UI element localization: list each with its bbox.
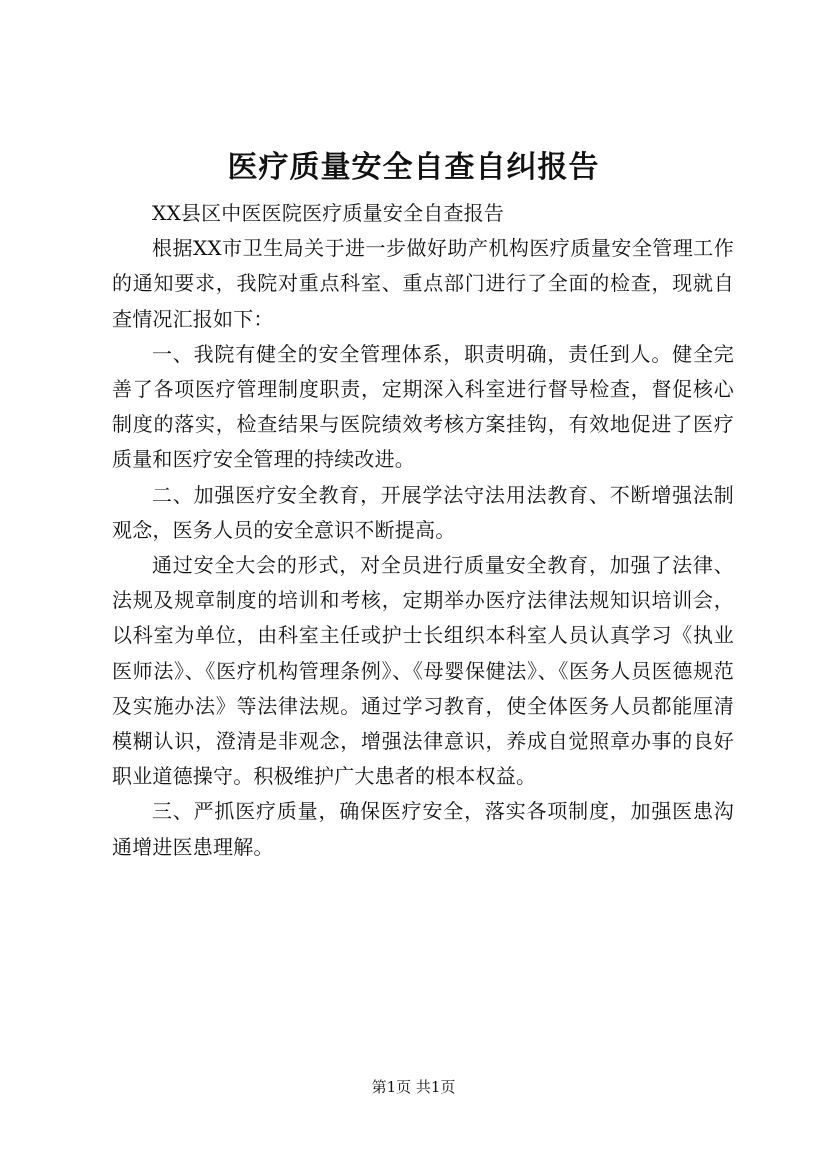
section-two-paragraph: 二、加强医疗安全教育，开展学法守法用法教育、不断增强法制观念，医务人员的安全意识不断提高。	[112, 482, 734, 542]
page-footer: 第1页 共1页	[371, 1078, 456, 1096]
intro-paragraph: 根据XX市卫生局关于进一步做好助产机构医疗质量安全管理工作的通知要求，我院对重点科室、重点部门进行了全面的检查，现就自查情况汇报如下：	[112, 236, 734, 331]
section-three-paragraph: 三、严抓医疗质量，确保医疗安全，落实各项制度，加强医患沟通增进医患理解。	[112, 799, 734, 859]
document-body	[112, 196, 734, 865]
document-title: 医疗质量安全自查自纠报告	[227, 150, 600, 185]
training-paragraph: 通过安全大会的形式，对全员进行质量安全教育，加强了法律、法规及规章制度的培训和考核，定期举办医疗法律法规知识培训会，以科室为单位，由科室主任或护士长组织本科室人员认真学习《执业医师法》、《医疗机构管理条例》、《母婴保健法》、《医务人员医德规范及实施办法》等法律法规。通过学习教育，使全体医务人员都能厘清模糊认识，澄清是非观念，增强法律意识，养成自觉照章办事的良好职业道德操守。积极维护广大患者的根本权益。	[112, 553, 734, 789]
subtitle-paragraph: XX县区中医医院医疗质量安全自查报告	[152, 201, 505, 225]
section-one-paragraph: 一、我院有健全的安全管理体系，职责明确，责任到人。健全完善了各项医疗管理制度职责，定期深入科室进行督导检查，督促核心制度的落实，检查结果与医院绩效考核方案挂钩，有效地促进了医疗质量和医疗安全管理的持续改进。	[112, 341, 734, 472]
